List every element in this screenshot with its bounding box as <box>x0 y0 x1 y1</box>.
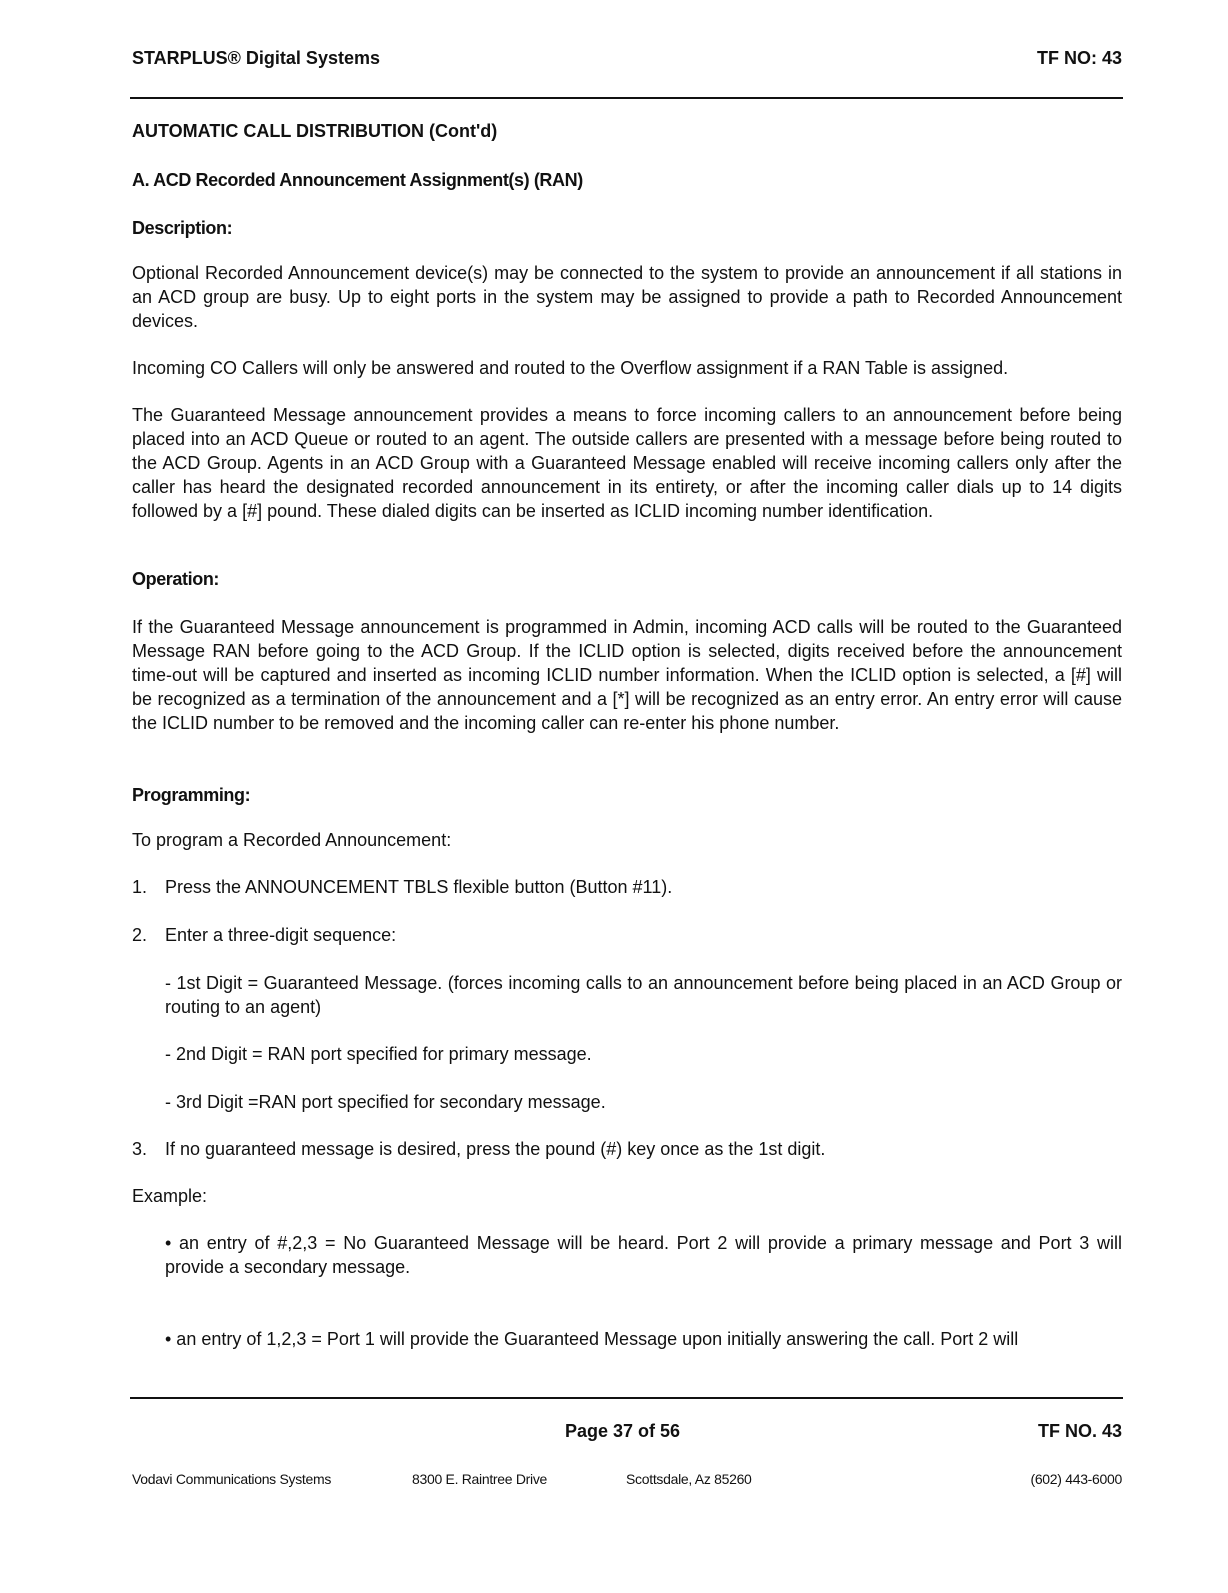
header-rule <box>130 97 1123 99</box>
footer-address: 8300 E. Raintree Drive <box>412 1471 548 1487</box>
example-label: Example: <box>132 1186 208 1206</box>
step-text: If no guaranteed message is desired, press the pound (#) key once as the 1st digit. <box>165 1139 826 1159</box>
footer-city: Scottsdale, Az 85260 <box>626 1471 752 1487</box>
digit-item: - 3rd Digit =RAN port specified for secondary message. <box>165 1092 606 1112</box>
section-subtitle: A. ACD Recorded Announcement Assignment(s) (RAN) <box>132 170 583 190</box>
programming-intro: To program a Recorded Announcement: <box>132 830 452 850</box>
operation-paragraph: If the Guaranteed Message announcement is programmed in Admin, incoming ACD calls will be routed to the Guaranteed Message RAN before going to the ACD Group. If the ICLID option is selected, digits received before the announcement time-out will be captured and inserted as incoming ICLID number information. When the ICLID option is selected, a [#] will be recognized as a termination of the announcement and a [*] will be recognized as an entry error. An entry error will cause the ICLID number to be removed and the incoming caller can re-enter his phone number. <box>132 617 1122 733</box>
page-number: Page 37 of 56 <box>565 1421 681 1441</box>
description-paragraph: The Guaranteed Message announcement provides a means to force incoming callers to an announcement before being placed into an ACD Queue or routed to an agent. The outside callers are presented with a message before being routed to the ACD Group. Agents in an ACD Group with a Guaranteed Message enabled will receive incoming callers only after the caller has heard the designated recorded announcement in its entirety, or after the incoming caller dials up to 14 digits followed by a [#] pound. These dialed digits can be inserted as ICLID incoming number identification. <box>132 405 1122 521</box>
description-heading: Description: <box>132 218 233 238</box>
footer-rule <box>130 1397 1123 1399</box>
step-2 <box>132 923 1122 947</box>
digit-item: - 2nd Digit = RAN port specified for primary message. <box>165 1044 592 1064</box>
footer-company: Vodavi Communications Systems <box>132 1471 332 1487</box>
description-paragraph: Optional Recorded Announcement device(s) may be connected to the system to provide an announcement if all stations in an ACD group are busy. Up to eight ports in the system may be assigned to provide a path to Recorded Announcement devices. <box>132 263 1122 331</box>
step-number: 3. <box>132 1139 148 1159</box>
example-item: • an entry of #,2,3 = No Guaranteed Message will be heard. Port 2 will provide a primary message and Port 3 will provide a secondary message. <box>165 1233 1122 1277</box>
step-text: Enter a three-digit sequence: <box>165 925 397 945</box>
footer-phone: (602) 443-6000 <box>1030 1471 1122 1487</box>
step-text: Press the ANNOUNCEMENT TBLS flexible button (Button #11). <box>165 877 673 897</box>
programming-heading: Programming: <box>132 785 251 805</box>
section-title: AUTOMATIC CALL DISTRIBUTION (Cont'd) <box>132 121 498 141</box>
example-item: • an entry of 1,2,3 = Port 1 will provide the Guaranteed Message upon initially answering the call. Port 2 will <box>165 1329 1019 1349</box>
operation-heading: Operation: <box>132 569 220 589</box>
digit-item: - 1st Digit = Guaranteed Message. (forces incoming calls to an announcement before being placed in an ACD Group or routing to an agent) <box>165 973 1122 1017</box>
step-3 <box>132 1137 1122 1161</box>
header-left: STARPLUS® Digital Systems <box>132 48 380 68</box>
step-number: 2. <box>132 925 148 945</box>
step-number: 1. <box>132 877 148 897</box>
footer-tf-number: TF NO. 43 <box>1037 1421 1122 1441</box>
header-right: TF NO: 43 <box>1036 48 1122 68</box>
step-1 <box>132 875 1122 899</box>
description-paragraph: Incoming CO Callers will only be answered and routed to the Overflow assignment if a RAN Table is assigned. <box>132 358 1009 378</box>
